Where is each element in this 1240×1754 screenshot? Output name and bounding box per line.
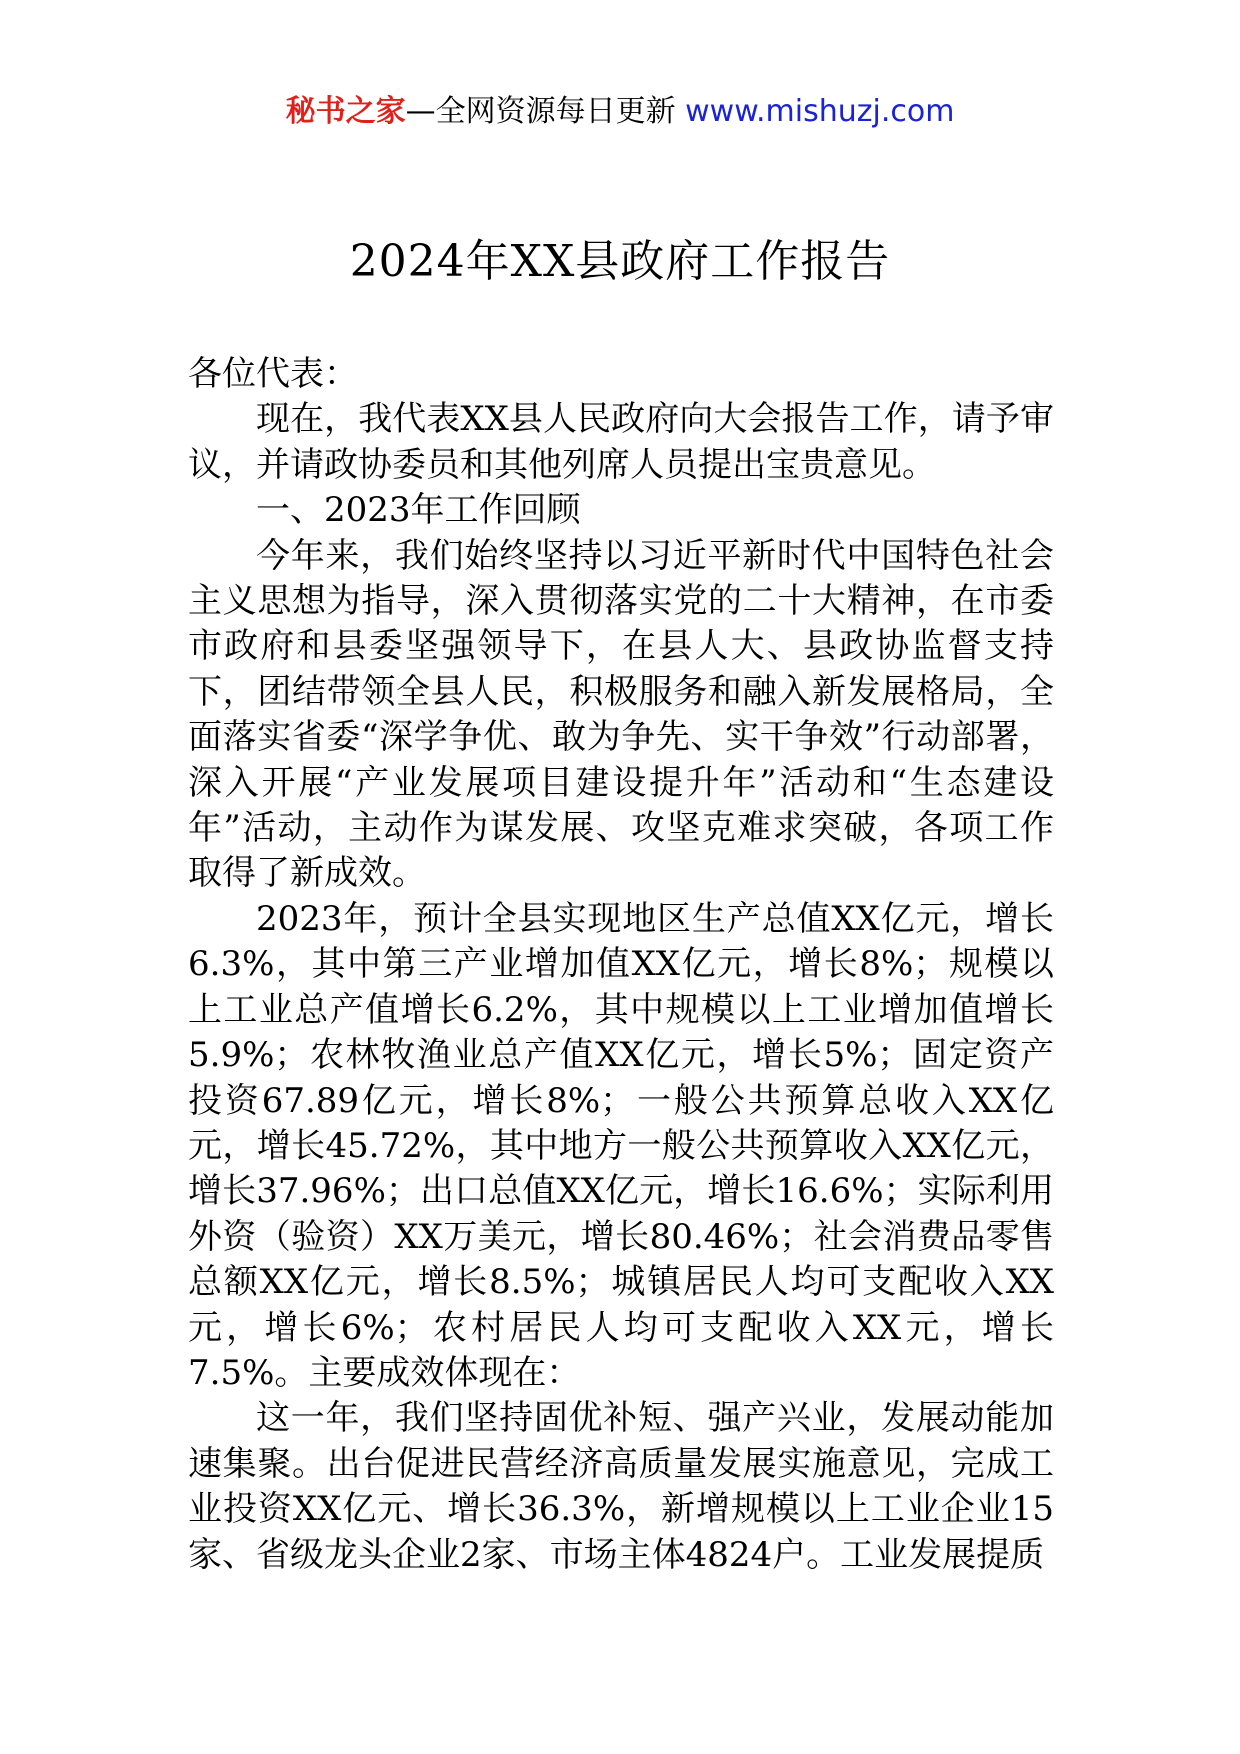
paragraph-overview: 今年来，我们始终坚持以习近平新时代中国特色社会主义思想为指导，深入贯彻落实党的二十大精神，在市委市政府和县委坚强领导下，在县人大、县政协监督支持下，团结带领全县人民，积极服务和融入新发展格局，全面落实省委“深学争优、敢为争先、实干争效”行动部署，深入开展“产业发展项目建设提升年”活动和“生态建设年”活动，主动作为谋发展、攻坚克难求突破，各项工作取得了新成效。 (188, 535, 1054, 894)
paragraph-opening: 现在，我代表XX县人民政府向大会报告工作，请予审议，并请政协委员和其他列席人员提出宝贵意见。 (188, 399, 1054, 485)
site-banner (0, 92, 1240, 132)
site-url-link[interactable]: www.mishuzj.com (685, 94, 955, 129)
section-heading: 一、2023年工作回顾 (256, 490, 581, 531)
paragraph-industry: 这一年，我们坚持固优补短、强产兴业，发展动能加速集聚。出台促进民营经济高质量发展实施意见，完成工业投资XX亿元、增长36.3%，新增规模以上工业企业15家、省级龙头企业2家、市场主体4824户。工业发展提质 (188, 1398, 1054, 1575)
salutation: 各位代表： (188, 354, 358, 394)
document-title: 2024年XX县政府工作报告 (349, 236, 891, 287)
brand-name: 秘书之家 (285, 94, 406, 129)
banner-slogan: —全网资源每日更新 (405, 94, 686, 129)
document-body (188, 352, 1054, 1578)
paragraph-statistics: 2023年，预计全县实现地区生产总值XX亿元，增长6.3%，其中第三产业增加值XX亿元，增长8%；规模以上工业总产值增长6.2%，其中规模以上工业增加值增长5.9%；农林牧渔业总产值XX亿元，增长5%；固定资产投资67.89亿元，增长8%；一般公共预算总收入XX亿元，增长45.72%，其中地方一般公共预算收入XX亿元，增长37.96%；出口总值XX亿元，增长16.6%；实际利用外资（验资）XX万美元，增长80.46%；社会消费品零售总额XX亿元，增长8.5%；城镇居民人均可支配收入XX元，增长6%；农村居民人均可支配收入XX元，增长7.5%。主要成效体现在： (188, 898, 1054, 1393)
